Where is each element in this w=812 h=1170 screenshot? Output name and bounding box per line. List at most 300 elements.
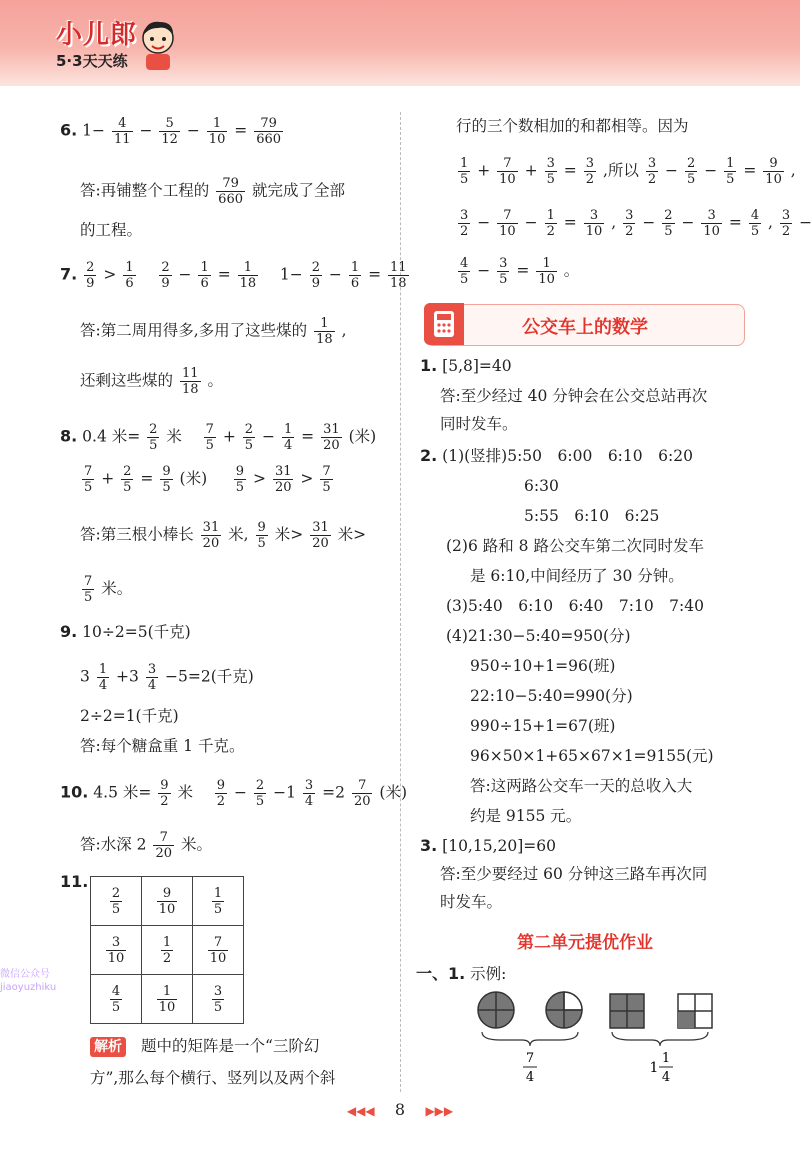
denominator: 18 [390, 276, 407, 291]
numerator: 4 [460, 256, 469, 271]
exercise-1-label: 一、1. [416, 964, 466, 983]
proof-line2 [456, 208, 812, 239]
operator: =2 [322, 783, 345, 802]
fraction [254, 116, 283, 147]
q7-text: 1− [279, 265, 303, 284]
fraction [685, 156, 697, 187]
fraction [204, 422, 216, 453]
operator: > [253, 469, 266, 488]
q10-label: 10. [60, 782, 89, 802]
operator: = [140, 469, 154, 488]
numerator: 11 [390, 260, 407, 275]
operator: + [101, 469, 115, 488]
operator: − [328, 265, 342, 284]
diagram-whole-number: 1 [649, 1060, 659, 1076]
fraction [256, 520, 268, 551]
operator: = [516, 261, 530, 280]
operator: = [368, 265, 382, 284]
numerator: 1 [536, 256, 557, 272]
bus-q1-label: 1. [420, 356, 438, 375]
numerator: 7 [205, 422, 214, 437]
bus-q2-line: (3)5:40 6:10 6:40 7:10 7:40 [446, 597, 704, 615]
operator: = [728, 213, 742, 232]
denominator: 4 [283, 438, 293, 453]
denominator: 4 [147, 678, 157, 693]
numerator: 1 [283, 422, 293, 437]
denominator: 5 [255, 794, 265, 809]
fraction [84, 260, 96, 291]
numerator: 7 [352, 778, 373, 794]
fraction [349, 260, 361, 291]
fraction [110, 984, 122, 1015]
numerator: 7 [322, 464, 331, 479]
exercise-text: 示例: [470, 965, 507, 983]
bus-q2-line: 990÷15+1=67(班) [470, 717, 616, 735]
page-footer [0, 1100, 800, 1119]
bus-q2 [420, 446, 693, 466]
fraction-diagram [470, 988, 730, 1088]
operator: > [300, 469, 314, 488]
bus-q2-line: (4)21:30−5:40=950(分) [446, 627, 631, 645]
numerator: 3 [546, 156, 555, 171]
operator: = [217, 265, 231, 284]
bus-q2-line: 是 6:10,中间经历了 30 分钟。 [470, 567, 684, 585]
fraction [146, 662, 158, 693]
fraction [97, 662, 109, 693]
magic-cell [193, 877, 244, 926]
q11-explanation-cont: 方”,那么每个横行、竖列以及两个斜 [90, 1069, 336, 1087]
bus-q3-label: 3. [420, 836, 438, 855]
numerator: 2 [111, 885, 121, 901]
bus-q2-line: 答:这两路公交车一天的总收入大 [470, 777, 693, 795]
numerator: 7 [208, 935, 229, 951]
brand-subtitle: 5·3天天练 [56, 52, 128, 70]
numerator: 3 [147, 662, 157, 677]
denominator: 6 [200, 276, 209, 291]
fraction [123, 260, 135, 291]
answer-text: 还剩这些煤的 [80, 371, 174, 390]
denominator: 5 [149, 438, 158, 453]
operator: + [524, 161, 538, 180]
fraction [584, 156, 596, 187]
header-banner [0, 0, 800, 86]
answer-text: 答:第二周用得多,多用了这些煤的 [80, 321, 308, 340]
numerator: 3 [106, 935, 127, 951]
fraction [238, 260, 259, 291]
numerator: 2 [311, 260, 320, 275]
fraction [536, 256, 557, 287]
q9-answer: 答:每个糖盒重 1 千克。 [80, 737, 245, 755]
square-full-icon [610, 994, 644, 1028]
numerator: 9 [157, 886, 178, 902]
denominator: 5 [499, 272, 508, 287]
fraction [198, 260, 210, 291]
denominator: 4 [304, 794, 314, 809]
operator: − [178, 265, 192, 284]
denominator: 5 [460, 272, 469, 287]
operator: − [262, 427, 275, 446]
fraction [458, 208, 470, 239]
operator: − [524, 213, 538, 232]
numerator: 31 [274, 464, 292, 479]
fraction [160, 464, 172, 495]
bus-q3-answer-cont: 时发车。 [440, 893, 503, 911]
numerator: 3 [460, 208, 469, 223]
operator: = [563, 213, 577, 232]
q7-answer [80, 316, 347, 347]
q9-line1 [60, 622, 191, 642]
numerator: 3 [213, 983, 223, 999]
numerator: 2 [664, 208, 673, 223]
bus-q2-line: 950÷10+1=96(班) [470, 657, 616, 675]
brand-logo: 小儿郎 [56, 20, 138, 50]
fraction [159, 260, 171, 291]
denominator: 10 [538, 272, 555, 287]
fraction [780, 208, 792, 239]
proof-line1 [456, 156, 796, 187]
magic-cell [142, 975, 193, 1024]
q10-answer [80, 830, 212, 861]
q7-answer-cont [80, 366, 223, 397]
bus-q1-answer: 答:至少经过 40 分钟会在公交总站再次 [440, 387, 708, 405]
unit: (米) [348, 427, 377, 446]
fraction [157, 984, 178, 1015]
numerator: 31 [312, 520, 329, 535]
circle-three-quarter-icon [546, 992, 582, 1028]
fraction [161, 935, 173, 966]
q6-text: 1− [82, 121, 106, 140]
numerator: 2 [686, 156, 696, 171]
fraction [158, 778, 170, 809]
section-title-box [425, 304, 745, 346]
numerator: 3 [499, 256, 508, 271]
denominator: 10 [499, 172, 516, 187]
denominator: 9 [311, 276, 320, 291]
numerator: 3 [781, 208, 791, 223]
operator: − [665, 161, 679, 180]
operator: − [139, 121, 153, 140]
operator: , [611, 213, 617, 232]
answer-text: 米。 [180, 835, 212, 854]
q10-line [60, 778, 407, 809]
operator: − [233, 783, 247, 802]
q8-text: 0.4 米= [82, 427, 141, 446]
q9-text: −5=2(千克) [165, 667, 254, 686]
numerator: 3 [585, 156, 595, 171]
bus-q2-label: 2. [420, 446, 438, 465]
denominator: 5 [257, 536, 266, 551]
magic-cell [91, 975, 142, 1024]
mascot-icon [138, 18, 178, 72]
numerator: 4 [750, 208, 760, 223]
fraction [121, 464, 133, 495]
numerator: 1 [546, 208, 555, 223]
denominator: 5 [235, 480, 245, 495]
page-number: 8 [394, 1100, 406, 1119]
denominator: 10 [499, 224, 516, 239]
numerator: 2 [161, 260, 170, 275]
fraction [234, 464, 246, 495]
numerator: 9 [160, 778, 169, 793]
fraction [458, 156, 470, 187]
numerator: 9 [235, 464, 245, 479]
proof-text: ,所以 [602, 161, 639, 180]
answer-text: 就完成了全部 [251, 181, 345, 200]
denominator: 6 [125, 276, 134, 291]
answer-text: 答:再铺整个工程的 [80, 181, 210, 200]
denominator: 2 [216, 794, 226, 809]
fraction [273, 464, 294, 495]
denominator: 9 [86, 276, 95, 291]
bus-text: [5,8]=40 [442, 357, 512, 375]
denominator: 5 [664, 224, 673, 239]
operator: − [704, 161, 718, 180]
answer-text: 。 [207, 371, 223, 390]
denominator: 5 [111, 901, 121, 917]
q8-label: 8. [60, 426, 78, 446]
denominator: 20 [353, 794, 371, 809]
numerator: 1 [213, 885, 223, 901]
fraction [243, 422, 255, 453]
numerator: 1 [726, 156, 735, 171]
magic-cell [91, 877, 142, 926]
q7-line [60, 260, 411, 291]
fraction [623, 208, 635, 239]
fraction [724, 156, 736, 187]
q6-answer [80, 176, 345, 207]
denominator: 20 [312, 536, 329, 551]
denominator: 2 [160, 794, 169, 809]
denominator: 2 [162, 950, 172, 966]
magic-cell [193, 975, 244, 1024]
denominator: 5 [322, 480, 331, 495]
brace-left [482, 1032, 578, 1046]
q6-line [60, 116, 285, 147]
bus-q1 [420, 356, 512, 376]
operator: > [103, 265, 117, 284]
numerator: 7 [497, 208, 518, 224]
operator: − [799, 213, 812, 232]
q8-line2 [80, 464, 335, 495]
numerator: 2 [255, 778, 265, 793]
explanation-text: 题中的矩阵是一个“三阶幻 [140, 1037, 320, 1055]
denominator: 20 [155, 846, 172, 861]
operator: − [477, 261, 491, 280]
denominator: 10 [585, 224, 603, 239]
q9-line3: 2÷2=1(千克) [80, 707, 179, 725]
numerator: 2 [123, 464, 132, 479]
q11-label: 11. [60, 872, 89, 891]
fraction [303, 778, 315, 809]
denominator: 5 [460, 172, 469, 187]
numerator: 9 [763, 156, 784, 172]
operator: = [563, 161, 577, 180]
q9-line2 [80, 662, 254, 693]
denominator: 5 [546, 172, 555, 187]
fraction [112, 116, 133, 147]
q6-answer-cont: 的工程。 [80, 221, 143, 239]
denominator: 5 [213, 901, 223, 917]
fraction [320, 464, 332, 495]
fraction [545, 156, 557, 187]
denominator: 5 [244, 438, 254, 453]
answer-text: 米> [337, 525, 367, 544]
operator: − [642, 213, 656, 232]
fraction [180, 366, 201, 397]
denominator: 660 [218, 192, 243, 207]
diagram-fraction-left-den: 4 [525, 1070, 535, 1085]
fraction [216, 176, 245, 207]
q8-answer [80, 520, 366, 551]
section-title: 公交车上的数学 [522, 317, 648, 338]
operator: + [477, 161, 491, 180]
denominator: 10 [208, 132, 226, 147]
numerator: 31 [323, 422, 340, 437]
table-row [91, 877, 244, 926]
numerator: 2 [244, 422, 254, 437]
numerator: 3 [304, 778, 314, 793]
denominator: 5 [205, 438, 214, 453]
operator: + [222, 427, 236, 446]
numerator: 2 [86, 260, 95, 275]
continued-text: 行的三个数相加的和都相等。因为 [456, 117, 689, 135]
bus-q2-line: 96×50×1+65×67×1=9155(元) [470, 747, 714, 765]
magic-cell [142, 877, 193, 926]
fraction [201, 520, 222, 551]
numerator: 3 [647, 156, 657, 171]
diagram-fraction-right-num: 1 [661, 1051, 671, 1066]
denominator: 20 [202, 536, 220, 551]
numerator: 3 [701, 208, 722, 224]
q9-text: +3 [116, 667, 139, 686]
fraction [584, 208, 605, 239]
numerator: 1 [162, 934, 172, 950]
table-row [91, 975, 244, 1024]
q11-explanation [90, 1036, 319, 1057]
answer-text: , [341, 321, 347, 340]
fraction [321, 422, 342, 453]
proof-line3 [456, 256, 579, 287]
numerator: 7 [84, 574, 93, 589]
denominator: 5 [111, 999, 121, 1015]
denominator: 11 [113, 132, 131, 147]
denominator: 2 [546, 224, 555, 239]
fraction [763, 156, 784, 187]
q8-answer-cont [80, 574, 132, 605]
operator: − [681, 213, 695, 232]
diagram-fraction-left-num: 7 [525, 1051, 535, 1066]
denominator: 10 [703, 224, 720, 239]
numerator: 3 [625, 208, 634, 223]
left-arrows-icon: ◀◀◀ [346, 1104, 375, 1118]
answer-text: 答:第三根小棒长 [80, 525, 194, 544]
fraction [212, 886, 224, 917]
denominator: 18 [316, 332, 333, 347]
denominator: 20 [274, 480, 292, 495]
fraction [212, 984, 224, 1015]
fraction [701, 208, 722, 239]
numerator: 3 [584, 208, 605, 224]
denominator: 5 [726, 172, 735, 187]
fraction [314, 316, 335, 347]
denominator: 4 [98, 678, 108, 693]
bus-q2-line: 6:30 [524, 477, 559, 495]
exercise-1 [416, 964, 506, 984]
operator: −1 [273, 783, 296, 802]
operator: = [301, 427, 315, 446]
q6-label: 6. [60, 120, 78, 140]
watermark-line: jiaoyuzhiku [0, 982, 57, 993]
q9-text: 3 [80, 667, 90, 686]
fraction [662, 208, 674, 239]
q9-label: 9. [60, 622, 78, 641]
denominator: 10 [158, 901, 176, 917]
numerator: 79 [254, 116, 283, 132]
fraction [497, 156, 518, 187]
square-quarter-icon [678, 994, 712, 1028]
numerator: 79 [216, 176, 245, 192]
numerator: 4 [112, 116, 133, 132]
numerator: 9 [216, 778, 226, 793]
denominator: 5 [750, 224, 760, 239]
denominator: 2 [647, 172, 657, 187]
denominator: 20 [323, 438, 340, 453]
bus-q1-answer-cont: 同时发车。 [440, 415, 518, 433]
denominator: 10 [158, 999, 176, 1015]
fraction [310, 260, 322, 291]
unit: (米) [379, 783, 408, 802]
operator: , [790, 161, 796, 180]
denominator: 6 [350, 276, 360, 291]
fraction [106, 935, 127, 966]
operator: = [743, 161, 757, 180]
denominator: 5 [686, 172, 696, 187]
fraction [110, 886, 122, 917]
numerator: 2 [149, 422, 158, 437]
watermark-line: 微信公众号 [0, 969, 50, 980]
denominator: 2 [585, 172, 595, 187]
fraction [82, 574, 94, 605]
numerator: 1 [207, 116, 228, 132]
q7-label: 7. [60, 264, 78, 284]
bus-q2-line: 5:55 6:10 6:25 [524, 507, 660, 525]
fraction [208, 935, 229, 966]
denominator: 10 [765, 172, 782, 187]
explanation-badge: 解析 [90, 1037, 126, 1057]
fraction [310, 520, 331, 551]
numerator: 31 [202, 520, 220, 535]
right-arrows-icon: ▶▶▶ [425, 1104, 454, 1118]
q10-text: 米 [177, 783, 194, 802]
denominator: 9 [161, 276, 170, 291]
denominator: 5 [213, 999, 223, 1015]
denominator: 2 [460, 224, 469, 239]
numerator: 1 [460, 156, 469, 171]
fraction [545, 208, 557, 239]
numerator: 7 [84, 464, 93, 479]
fraction [646, 156, 658, 187]
fraction [282, 422, 294, 453]
fraction [388, 260, 409, 291]
fraction [458, 256, 470, 287]
denominator: 2 [781, 224, 791, 239]
answer-text: 米。 [101, 579, 133, 598]
operator: , [768, 213, 773, 232]
denominator: 2 [625, 224, 634, 239]
answer-text: 答:水深 2 [80, 835, 147, 854]
q8-line [60, 422, 376, 453]
fraction [749, 208, 761, 239]
